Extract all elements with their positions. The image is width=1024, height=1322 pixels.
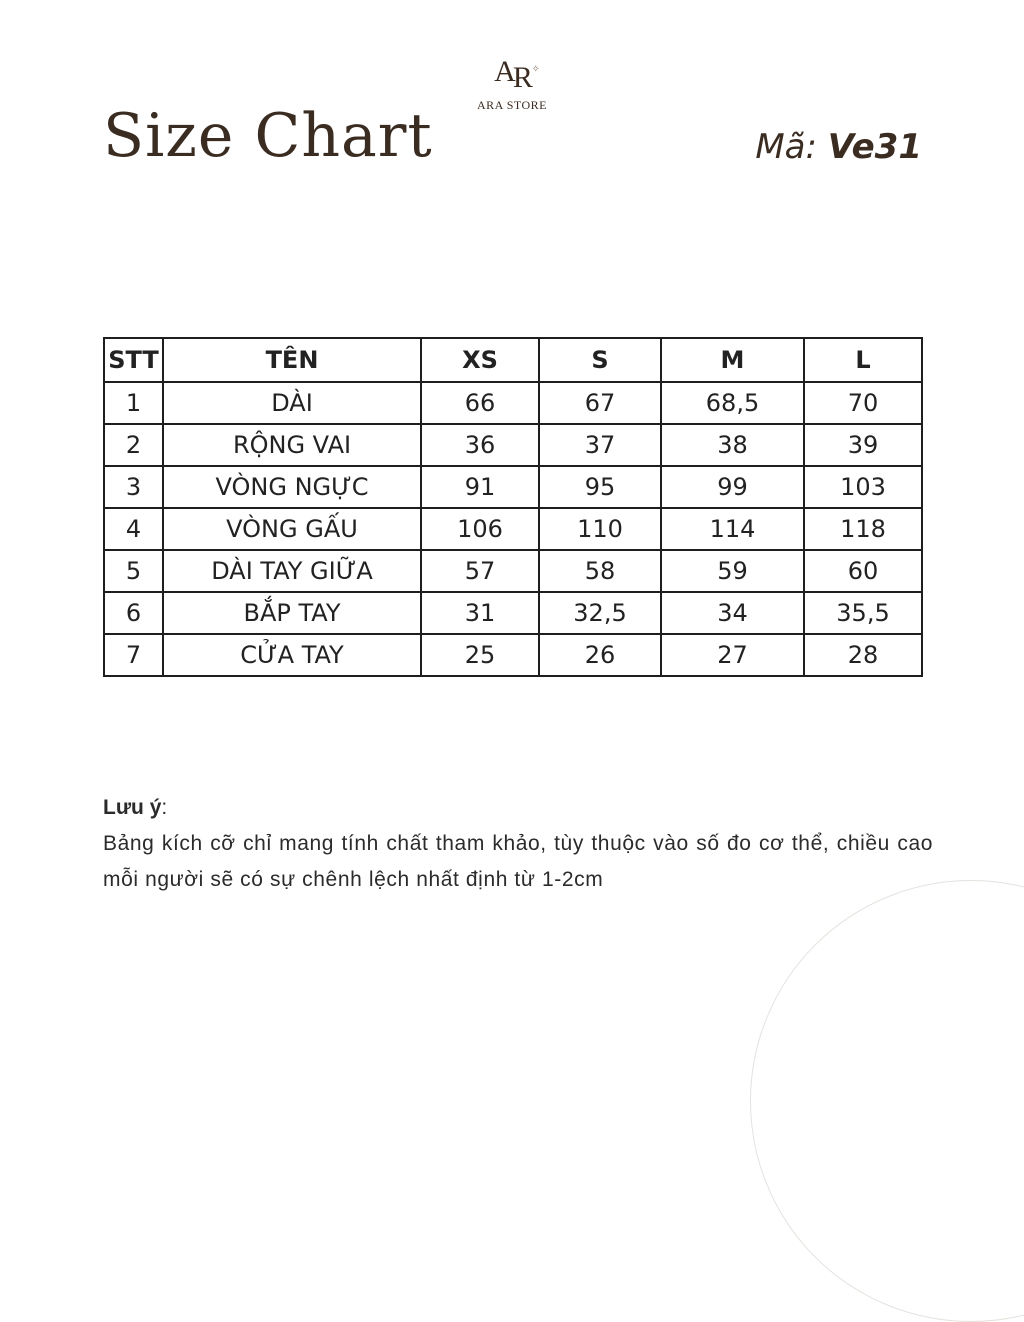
table-cell: 25 [421,634,539,676]
table-row [104,592,922,634]
decorative-arc [750,880,1024,1322]
table-row [104,382,922,424]
note-heading [103,790,933,826]
table-cell: 2 [104,424,163,466]
table-cell: DÀI TAY GIỮA [163,550,421,592]
header-s: S [539,338,661,382]
header-m: M [661,338,804,382]
table-cell: 59 [661,550,804,592]
table-cell: 91 [421,466,539,508]
table-cell: 28 [804,634,922,676]
table-cell: 118 [804,508,922,550]
table-cell: 95 [539,466,661,508]
table-cell: 70 [804,382,922,424]
table-cell: 7 [104,634,163,676]
product-code-value: Ve31 [827,127,922,167]
table-row [104,466,922,508]
table-cell: 4 [104,508,163,550]
table-cell: 99 [661,466,804,508]
table-row [104,634,922,676]
table-cell: 37 [539,424,661,466]
table-header-row [104,338,922,382]
sparkle-icon: ✧ [531,64,540,75]
table-cell: BẮP TAY [163,592,421,634]
product-code-label: Mã: [755,127,817,167]
table-cell: 66 [421,382,539,424]
table-cell: 36 [421,424,539,466]
table-cell: 38 [661,424,804,466]
page-title: Size Chart [103,101,433,171]
table-cell: 6 [104,592,163,634]
table-cell: 39 [804,424,922,466]
table-cell: 67 [539,382,661,424]
brand-name: ARA STORE [477,98,547,112]
table-cell: CỬA TAY [163,634,421,676]
header-l: L [804,338,922,382]
table-cell: 114 [661,508,804,550]
header-stt: STT [104,338,163,382]
table-cell: VÒNG GẤU [163,508,421,550]
table-cell: 3 [104,466,163,508]
table-cell: 27 [661,634,804,676]
header-name: TÊN [163,338,421,382]
brand-logo [470,56,554,113]
table-cell: 35,5 [804,592,922,634]
table-cell: 106 [421,508,539,550]
note-title: Lưu ý [103,796,162,819]
table-cell: 110 [539,508,661,550]
header-xs: XS [421,338,539,382]
table-cell: 26 [539,634,661,676]
size-table [103,337,923,677]
table-cell: 31 [421,592,539,634]
logo-mark: AR ✧ [494,55,540,94]
table-cell: 58 [539,550,661,592]
table-cell: VÒNG NGỰC [163,466,421,508]
table-row [104,550,922,592]
table-cell: 60 [804,550,922,592]
table-row [104,508,922,550]
note-section [103,790,933,898]
table-cell: 103 [804,466,922,508]
table-cell: 1 [104,382,163,424]
table-cell: 34 [661,592,804,634]
table-cell: 68,5 [661,382,804,424]
table-cell: RỘNG VAI [163,424,421,466]
table-cell: DÀI [163,382,421,424]
table-cell: 5 [104,550,163,592]
table-cell: 57 [421,550,539,592]
note-colon: : [161,796,168,819]
table-row [104,424,922,466]
product-code [755,124,922,170]
note-body: Bảng kích cỡ chỉ mang tính chất tham khảo, tùy thuộc vào số đo cơ thể, chiều cao mỗi người sẽ có sự chênh lệch nhất định từ 1-2cm [103,832,933,891]
table-cell: 32,5 [539,592,661,634]
